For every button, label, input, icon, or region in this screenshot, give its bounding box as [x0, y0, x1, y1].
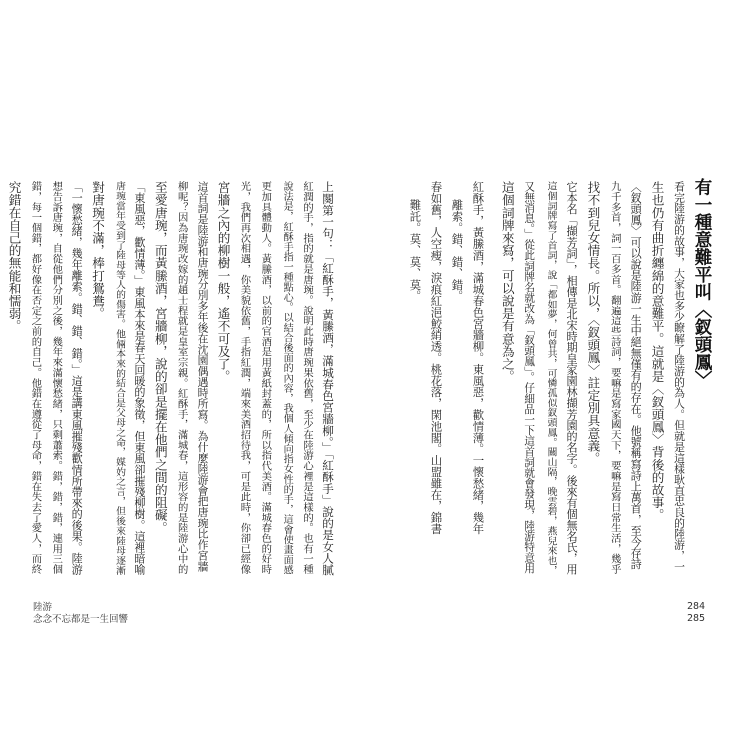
body-column: 又無消息。」從此詞牌名就改為「釵頭鳳」。仔細品一下這首詞就會發現，陸游特意用 — [523, 181, 536, 574]
body-column: 宮牆之內的柳樹一般，遙不可及了。 — [215, 181, 231, 383]
body-column: 紅潤的手，指的就是唐琬。說明此時唐琬果依舊，至少在陸游心裡是這樣的。也有一種 — [301, 181, 314, 575]
body-column: 錯，每一個錯，都好像在否定之前的自己。他錯在遵從了母命，錯在失去了愛人，而終 — [29, 181, 42, 575]
body-column: 這個詞牌寫了首詞，說「都如夢，何曾共，可憐孤似釵頭鳳。關山隔，晚雲碧，燕兒來也， — [545, 181, 557, 575]
body-column: 想告訴唐琬，自從他們分別之後，幾年來滿懷愁緒，只剩蕭索。錯，錯，錯，連用三個 — [50, 181, 63, 575]
body-column: 生也仍有曲折纏綿的意難平。這就是〈釵頭鳳〉背後的故事。 — [649, 181, 665, 522]
body-column: 九千多首，詞一百多首。翻遍這些詩詞，要嘛是寫家國天下，要嘛是寫日常生活，幾乎 — [608, 181, 621, 575]
body-column: 找不到兒女情長。所以，〈釵頭鳳〉註定別具意義。 — [585, 181, 601, 465]
poem-column: 紅酥手，黃縢酒，滿城春色宮牆柳。東風惡，歡情薄。一懷愁緒，幾年 — [471, 181, 486, 535]
body-column: 更加具體動人。黃縢酒，以前的官酒是用黃紙封蓋的，所以指代美酒。滿城春色的好時 — [259, 181, 272, 575]
body-column: 它本名「擷芳詞」，相傳是北宋時期皇家園林擷芳園的名字。後來有個無名氏，用 — [565, 181, 578, 576]
running-book-title: 念念不忘都是一生回響 — [33, 614, 129, 625]
body-column: 至愛唐琬，而黃縢酒，宮牆柳，說的卻是擺在他們之間的阻礙。 — [152, 181, 168, 534]
body-column: 這個詞牌來寫，可以說是有意為之。 — [499, 181, 515, 383]
body-column: 上闋第一句：「紅酥手，黃縢酒，滿城春色宮牆柳。」「紅酥手」說的是女人膩 — [321, 181, 335, 576]
poem-column: 離索。錯、錯、錯。 — [450, 199, 465, 302]
poem-column: 春如舊，人空瘦，淚痕紅浥鮫綃透。桃花落，閑池閣。山盟雖在，錦書 — [429, 181, 444, 535]
body-column: 對唐琬不滿，棒打鴛鴦。 — [90, 181, 106, 320]
body-column: 這首詞是陸游和唐琬分別多年後在沈園偶遇時所寫。為什麼陸游會把唐琬比作宮牆 — [196, 181, 210, 572]
chapter-title: 有一種意難平叫〈釵頭鳳〉 — [692, 178, 712, 388]
body-column: 究錯在自己的無能和懦弱。 — [6, 181, 22, 333]
body-column: 看完陸游的故事，大家也多少瞭解了陸游的為人。但就是這樣耿直忠良的陸游，一 — [673, 181, 686, 572]
body-column: 「東風惡，歡情薄。」東風本來是春天回暖的象徵，但東風卻摧殘柳樹。這裡暗喻 — [132, 181, 146, 576]
body-column: 光，我們再次相遇，你美貌依舊，手指紅潤，端來美酒招待我，可是此時，你卻已經像 — [238, 181, 251, 575]
page-number-right: 284 — [687, 601, 706, 612]
page-number-left: 285 — [687, 613, 706, 624]
poem-column: 難託。莫、莫、莫。 — [408, 199, 423, 302]
body-column: 〈釵頭鳳〉可以說是陸游一生中絕無僅有的存在。他號稱寫詩上萬首，至今存詩 — [629, 181, 643, 570]
body-column: 「一懷愁緒，幾年離索。錯、錯、錯。」這是講東風摧殘歡情所帶來的後果。陸游 — [70, 181, 84, 576]
body-column: 唐琬當年受到了陸母等人的傷害。他倆本來的結合是父母之命，媒妁之言，但後來陸母逐漸 — [114, 181, 125, 575]
body-column: 柳呢？因為唐琬改嫁的趙士程就是皇室宗親。紅酥手，滿城春，這形容的是陸游心中的 — [175, 181, 188, 575]
running-author: 陸游 — [33, 602, 53, 613]
body-column: 說法是，紅酥手指一種點心。以結合後面的內容，我個人傾向指女性的手，這會使畫面感 — [281, 181, 293, 575]
